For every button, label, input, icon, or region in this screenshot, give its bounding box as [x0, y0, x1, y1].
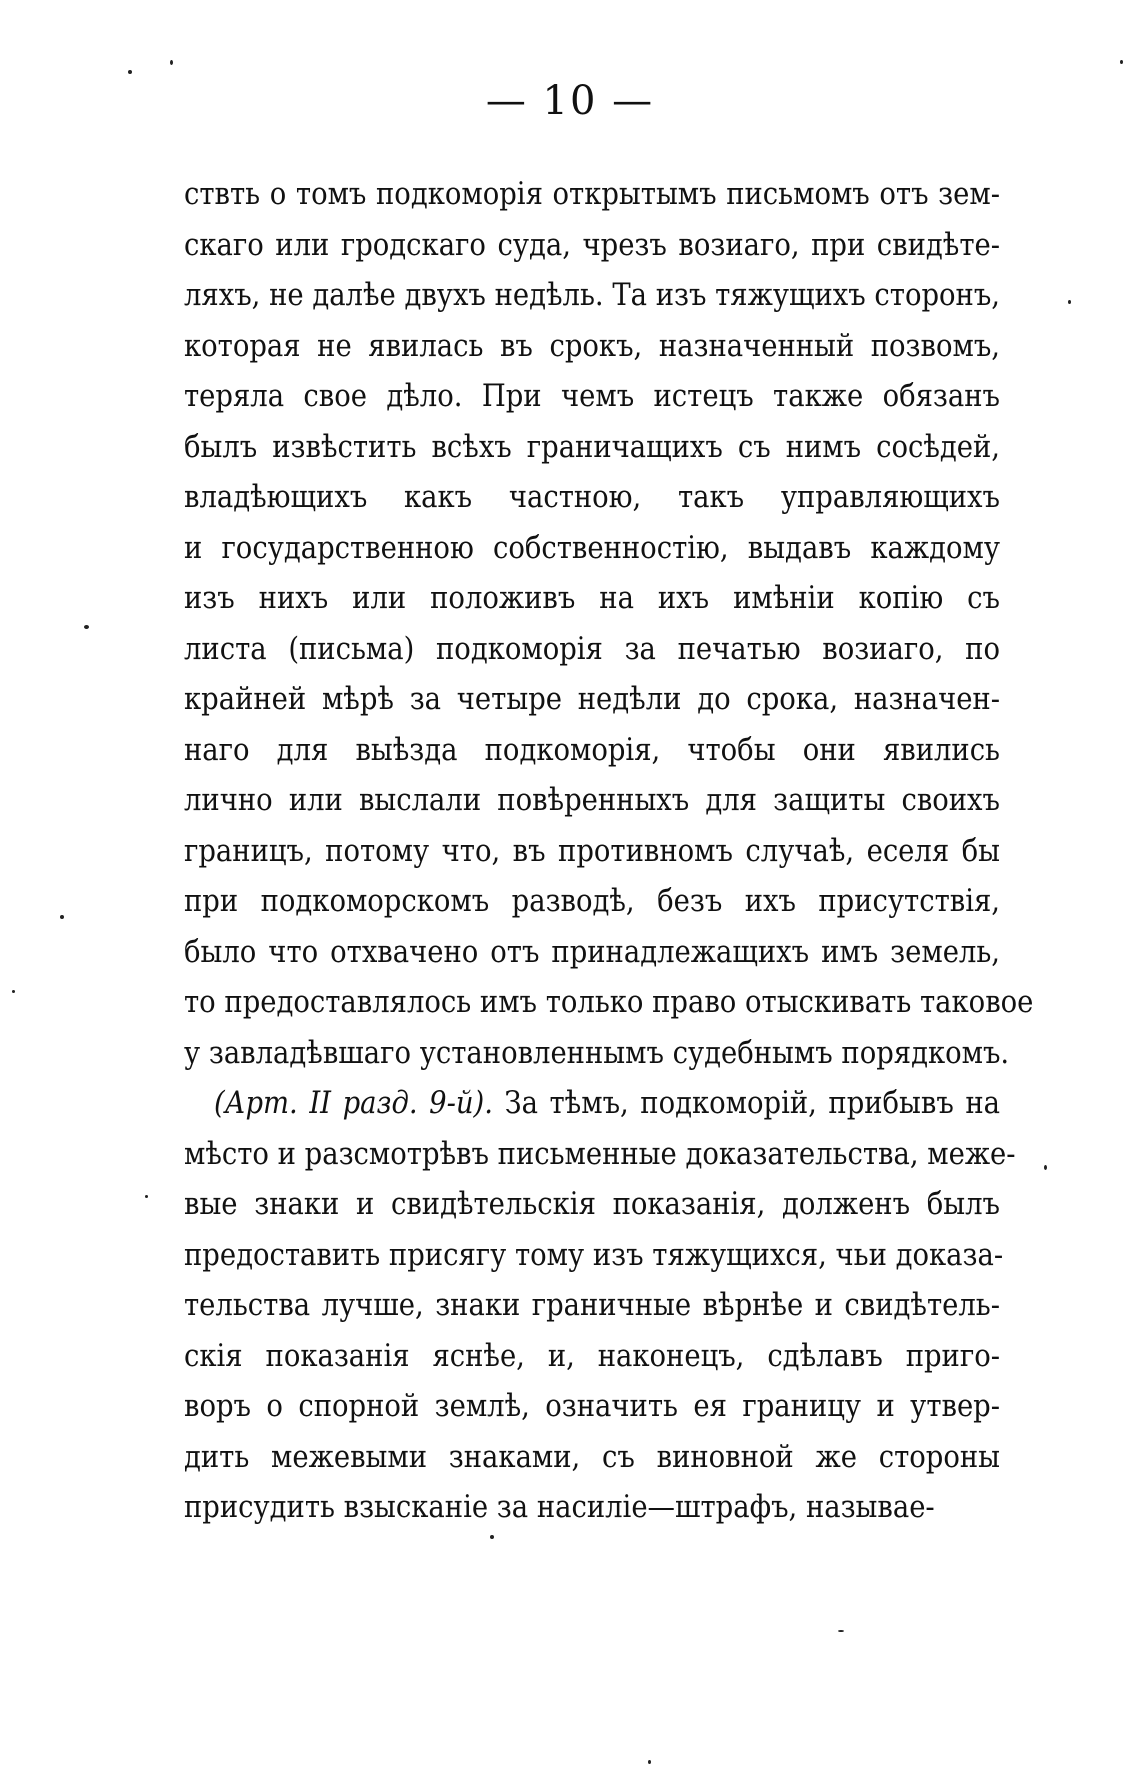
text-line: тельства лучше, знаки граничные вѣрнѣе и свидѣтель-	[184, 1288, 1000, 1323]
text-line: скаго или гродскаго суда, чрезъ возиаго, при свидѣте-	[184, 227, 1000, 263]
scan-speck	[1044, 1165, 1047, 1170]
text-line: мѣсто и разсмотрѣвъ письменные доказательства, меже-	[184, 1136, 1016, 1172]
text-line: присудить взысканіе за насиліе—штрафъ, называе-	[184, 1490, 935, 1525]
text-line: теряла свое дѣло. При чемъ истецъ также обязанъ	[184, 379, 1000, 414]
text-line: при подкоморскомъ разводѣ, безъ ихъ присутствія,	[184, 884, 1000, 919]
citation-line	[184, 1079, 1000, 1130]
scan-speck	[84, 625, 89, 629]
text-line: было что отхвачено отъ принадлежащихъ имъ земель,	[184, 934, 1000, 970]
text-line: границъ, потому что, въ противномъ случаѣ, еселя бы	[184, 833, 1000, 869]
text-line: у завладѣвшаго установленнымъ судебнымъ порядкомъ.	[184, 1035, 1010, 1071]
text-line: и государственною собственностію, выдавъ каждому	[184, 530, 1000, 566]
text-line: которая не явилась въ срокъ, назначенный позвомъ,	[184, 328, 1000, 364]
text-line: воръ о спорной землѣ, означить ея границу и утвер-	[184, 1389, 1000, 1424]
scan-speck	[128, 70, 132, 74]
text-line: владѣющихъ какъ частною, такъ управляющихъ	[184, 480, 1000, 515]
text-line: предоставить присягу тому изъ тяжущихся, чьи доказа-	[184, 1237, 1004, 1273]
article-citation: (Арт. II разд. 9-й).	[214, 1086, 493, 1121]
text-line: дить межевыми знаками, съ виновной же стороны	[184, 1439, 1000, 1475]
body-text	[184, 170, 1034, 1534]
text-line: ляхъ, не далѣе двухъ недѣль. Та изъ тяжущихъ сторонъ,	[184, 278, 1001, 313]
text-line: лично или выслали повѣренныхъ для защиты своихъ	[184, 783, 1000, 818]
text-line: вые знаки и свидѣтельскія показанія, долженъ былъ	[184, 1187, 1000, 1222]
text-line: наго для выѣзда подкоморія, чтобы они явились	[184, 732, 1000, 768]
text-line: листа (письма) подкоморія за печатью возиаго, по	[184, 631, 1000, 667]
scan-speck	[60, 915, 64, 919]
text-line: изъ нихъ или положивъ на ихъ имѣніи копію съ	[184, 581, 1000, 616]
scan-speck	[12, 990, 15, 993]
scan-speck	[838, 1630, 844, 1632]
scan-speck	[1120, 60, 1123, 64]
scan-speck	[1068, 300, 1071, 304]
page-number: — 10 —	[485, 78, 655, 124]
text-line: то предоставлялось имъ только право отыскивать таковое	[184, 985, 1034, 1020]
scan-speck	[490, 1535, 494, 1539]
text-line: былъ извѣстить всѣхъ граничащихъ съ нимъ сосѣдей,	[184, 429, 1000, 465]
scan-speck	[648, 1760, 651, 1764]
citation-line-text: За тѣмъ, подкоморій, прибывъ на	[492, 1086, 1001, 1121]
text-line: крайней мѣрѣ за четыре недѣли до срока, назначен-	[184, 682, 1000, 717]
scan-speck	[170, 60, 173, 65]
scan-speck	[145, 1195, 148, 1198]
text-line: скія показанія яснѣе, и, наконецъ, сдѣлавъ приго-	[184, 1338, 1000, 1374]
text-line: ствть о томъ подкоморія открытымъ письмомъ отъ зем-	[184, 177, 1000, 212]
